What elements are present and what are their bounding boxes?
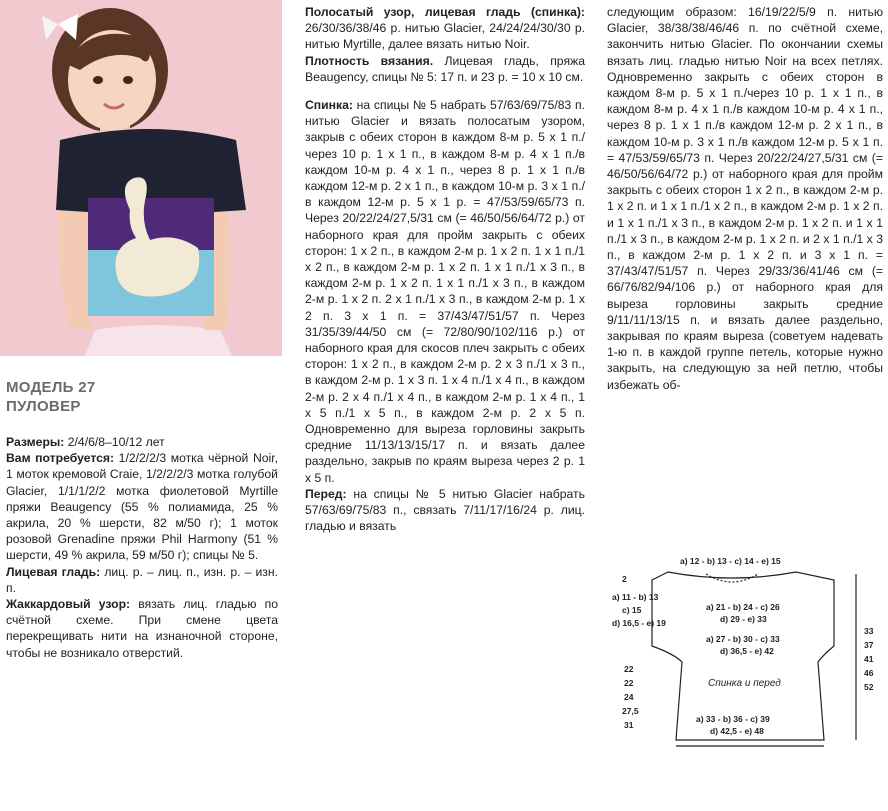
schema-shoulder-width-d: d) 29 - e) 33 bbox=[720, 614, 767, 624]
model-number: МОДЕЛЬ 27 bbox=[6, 379, 96, 396]
column-2 bbox=[305, 4, 585, 535]
schema-height-3: 41 bbox=[864, 654, 874, 664]
jacquard-value: вязать лиц. гладью по счётной схеме. При смене цвета перекрещивать нити на изнаночной стороне, чтобы не возникало отверстий. bbox=[6, 597, 279, 660]
jacquard-label: Жаккардовый узор: bbox=[6, 597, 131, 612]
jacquard-paragraph bbox=[6, 596, 278, 661]
sizes-value: 2/4/6/8–10/12 лет bbox=[64, 435, 165, 449]
schema-chest-width: a) 27 - b) 30 - c) 33 bbox=[706, 634, 780, 644]
model-title bbox=[6, 378, 96, 416]
schema-bottom-width: a) 33 - b) 36 - c) 39 bbox=[696, 714, 770, 724]
density-label: Плотность вязания. bbox=[305, 53, 434, 68]
materials-value: 1/2/2/2/3 мотка чёрной Noir, 1 моток кремовой Craie, 1/2/2/2/3 мотка голубой Glacier, 1/1/1/2/2 мотка фиолетовой Myrtille пряжи Beaugency (55 % полиамида, 25 % акрила, 20 % шерсти, 82 м/50 г); 1 моток розовой Grenadine пряжи Phil Harmony (51 % шерсти, 49 % акрила, 59 м/50 г); спицы № 5. bbox=[6, 451, 278, 563]
sizes-label: Размеры: bbox=[6, 435, 65, 449]
stripe-value: 26/30/36/38/46 р. нитью Glacier, 24/24/24/30/30 р. нитью Myrtille, далее вязать нитью Noir. bbox=[305, 21, 585, 52]
density-value: Лицевая гладь, пряжа Beaugency, спицы № 5: 17 п. и 23 р. = 10 х 10 см. bbox=[305, 53, 585, 84]
model-garment: ПУЛОВЕР bbox=[6, 398, 81, 415]
schema-shoulder-drop: 2 bbox=[622, 574, 627, 584]
front-continuation: следующим образом: 16/19/22/5/9 п. нитью Glacier, 38/38/38/46/46 п. по счётной схеме, закончить нитью Glacier. По окончании схемы вязать лиц. гладью нитью Noir на всех петлях. Одновременно закрыть с обеих сторон в каждом 8-м р. 5 х 1 п./через 10 р. 1 х 1 п., в каждом 8-м р. 4 х 1 п./в каждом 10-м р. 4 х 1 п., через 8 р. 1 х 1 п./в каждом 12-м р. 2 х 1 п., в каждом 10-м р. 3 х 1 п./в каждом 12-м р. 5 х 1 п. = 47/53/59/65/73 п. Через 20/22/24/27,5/31 см (= 46/50/56/64/72 р.) от наборного края для пройм закрыть с обеих сторон 1 х 2 п., в каждом 2-м р. 1 х 2 п. и 1 х 1 п./1 х 2 п., в каждом 2-м р. 1 х 2 п. и 1 х 1 п./1 х 3 п., в каждом 2-м р. 1 х 2 п. и 1 х 1 п./1 х 3 п., в каждом 2-м р. 1 х 2 п. и 2 х 1 п./1 х 3 п., в каждом 2-м р. 1 х 2 п. и 3 х 1 п. = 37/43/47/51/57 п. Через 29/33/36/41/46 см (= 66/76/82/94/106 р.) от наборного края для выреза горловины закрыть средние 9/11/11/13/15 п. и вязать далее раздельно, закрывая по краям выреза (советуем надевать 1-ю п. в каждой группе петель, которые нужно закрыть, на следующую за ней петлю, чтобы избежать об- bbox=[607, 5, 883, 392]
stripe-label: Полосатый узор, лицевая гладь (спинка): bbox=[305, 5, 585, 19]
schema-caption: Спинка и перед bbox=[708, 678, 781, 689]
pattern-schematic bbox=[612, 550, 882, 750]
back-value: на спицы № 5 набрать 57/63/69/75/83 п. нитью Glacier и вязать полосатым узором, закрыв с обеих сторон в каждом 8-м р. 5 х 1 п./ через 10 р. 1 х 1 п., в каждом 8-м р. 4 х 1 п./в каждом 10-м р. 4 х 1 п., через 8 р. 1 х 1 п./в каждом 12-м р. 2 х 1 п., в каждом 10-м р. 3 х 1 п./в каждом 12-м р. 5 х 1 р. = 47/53/59/65/73 п. Через 20/22/24/27,5/31 см (= 46/50/56/64/72 р.) от наборного края для пройм закрыть с обеих сторон: 1 х 2 п., в каждом 2-м р. 1 х 2 п. 1 х 1 п./1 х 2 п., в каждом 2-м р. 1 х 2 п. 1 х 1 п./1 х 3 п., в каждом 2-м р. 1 х 2 п. 1 х 1 п./1 х 3 п., в каждом 2-м р. 1 х 2 п. 2 х 1 п./1 х 3 п., в каждом 2-м р. 1 х 2 п. 3 х 1 п. = 37/43/47/51/57 п. Через 31/35/39/44/50 см (= 72/80/90/102/116 р.) от наборного края для скосов плеч закрыть с обеих сторон: 1 х 2 п., в каждом 2-м р. 2 х 3 п./1 х 3 п., в каждом 2-м р. 1 х 3 п. 1 х 4 п./1 х 4 п., в каждом 2-м р. 2 х 4 п./1 х 4 п., в каждом 2-м р. 1 х 4 п., 1 х 5 п./1 х 5 п., в каждом 2-м р. 2 х 5 п. Одновременно для выреза горловины закрыть средние 11/13/13/15/17 п. и вязать далее раздельно, закрыв по краям выреза через 2 р. 1 х 5 п. bbox=[305, 98, 585, 485]
schema-neck-width: a) 12 - b) 13 - c) 14 - e) 15 bbox=[680, 556, 781, 566]
front-label: Перед: bbox=[305, 486, 347, 501]
density-paragraph bbox=[305, 53, 585, 85]
schema-bottom-width-d: d) 42,5 - e) 48 bbox=[710, 726, 764, 736]
schema-side-4: 27,5 bbox=[622, 706, 639, 716]
schema-side-5: 31 bbox=[624, 720, 634, 730]
schema-side-3: 24 bbox=[624, 692, 634, 702]
schema-chest-width-d: d) 36,5 - e) 42 bbox=[720, 646, 774, 656]
sizes-paragraph bbox=[6, 434, 278, 450]
column-1 bbox=[6, 434, 278, 661]
column-3 bbox=[607, 4, 883, 393]
schema-shoulder-width: a) 21 - b) 24 - c) 26 bbox=[706, 602, 780, 612]
model-photo bbox=[0, 0, 282, 356]
back-label: Спинка: bbox=[305, 98, 353, 113]
materials-label: Вам потребуется: bbox=[6, 451, 115, 466]
stockinette-value: лиц. р. – лиц. п., изн. р. – изн. п. bbox=[6, 564, 278, 595]
schematic-drawing bbox=[612, 550, 882, 750]
schema-height-4: 46 bbox=[864, 668, 874, 678]
schema-armhole-a: a) 11 - b) 13 bbox=[612, 592, 659, 602]
schema-height-1: 33 bbox=[864, 626, 874, 636]
schema-armhole-c: c) 15 bbox=[622, 605, 642, 615]
schema-armhole-d: d) 16,5 - e) 19 bbox=[612, 618, 666, 628]
schema-side-1: 22 bbox=[624, 664, 634, 674]
front-value: на спицы № 5 нитью Glacier набрать 57/63/69/75/83 п., связать 7/11/17/16/24 р. лиц. гладью и вязать bbox=[305, 486, 585, 534]
schema-side-2: 22 bbox=[624, 678, 634, 688]
front-paragraph bbox=[305, 486, 585, 535]
stockinette-label: Лицевая гладь: bbox=[6, 564, 101, 579]
back-paragraph bbox=[305, 97, 585, 486]
stockinette-paragraph bbox=[6, 564, 278, 596]
schema-height-5: 52 bbox=[864, 682, 874, 692]
stripe-paragraph bbox=[305, 4, 585, 53]
materials-paragraph bbox=[6, 450, 278, 563]
schema-height-2: 37 bbox=[864, 640, 874, 650]
girl-in-swan-sweater-illustration bbox=[0, 0, 282, 356]
